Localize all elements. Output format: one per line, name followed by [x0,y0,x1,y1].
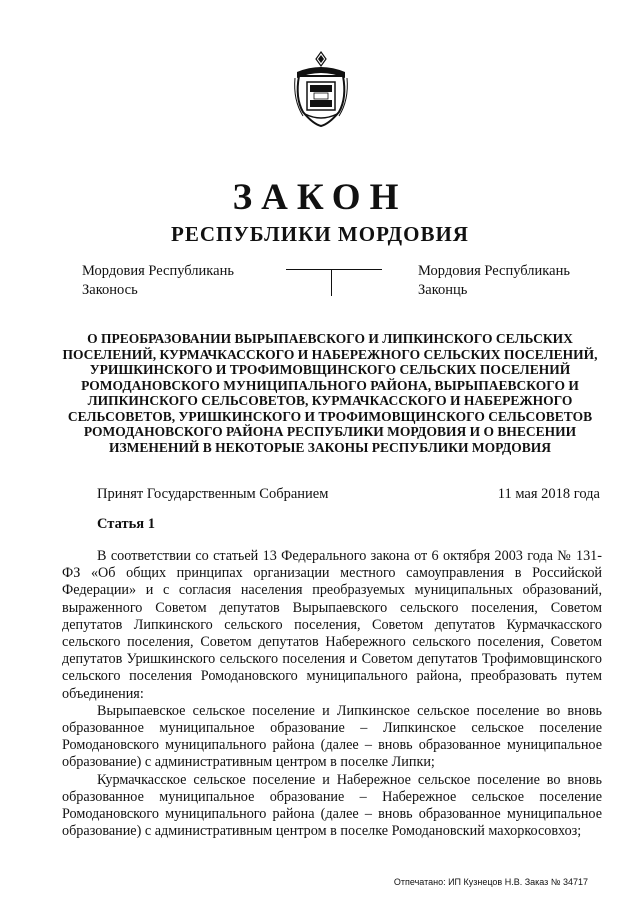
heading-line: РОМОДАНОВСКОГО МУНИЦИПАЛЬНОГО РАЙОНА, ВЫРЫПАЕВСКОГО И [81,377,579,393]
heading-line: О ПРЕОБРАЗОВАНИИ ВЫРЫПАЕВСКОГО И ЛИПКИНСКОГО СЕЛЬСКИХ [87,331,573,346]
article-body [62,548,602,840]
coat-of-arms-emblem [291,50,351,128]
adoption-statement: Принят Государственным Собранием [97,486,329,502]
left-language-block [82,262,234,300]
header-divider-vertical [331,269,332,296]
paragraph: В соответствии со статьей 13 Федерального закона от 6 октября 2003 года № 131-ФЗ «Об общих принципах организации местного самоуправления в Российской Федерации» и с согласия населения преобразуемых муниципальных образований, выраженного Советом депутатов Вырыпаевского сельского поселения, Советом депутатов Липкинского сельского поселения, Советом депутатов Курмачкасского сельского поселения, Советом депутатов Набережного сельского поселения, Советом депутатов Уришкинского сельского поселения и Советом депутатов Трофимовщинского сельского поселения Ромодановского муниципального района, преобразовать путем объединения: [62,548,602,702]
left-lang-line-1: Мордовия Республикань [82,263,234,279]
adoption-date: 11 мая 2018 года [497,486,600,502]
header-divider-horizontal [286,269,382,270]
print-footer: Отпечатано: ИП Кузнецов Н.В. Заказ № 34717 [393,877,588,887]
paragraph: Курмачкасское сельское поселение и Набережное сельское поселение во вновь образованное муниципальное образование – Набережное сельское поселение Ромодановского муниципального района (далее – вновь образованное муниципальное образование) с административным центром в поселке Ромодановский махоркосовхоз; [62,771,602,840]
heading-line: ЛИПКИНСКОГО СЕЛЬСОВЕТОВ, КУРМАЧКАССКОГО И НАБЕРЕЖНОГО [87,393,573,408]
heading-line: УРИШКИНСКОГО И ТРОФИМОВЩИНСКОГО СЕЛЬСКИХ ПОСЕЛЕНИЙ [89,362,571,377]
document-title: ЗАКОН [232,177,408,218]
right-lang-line-1: Мордовия Республикань [418,263,570,279]
document-subtitle: РЕСПУБЛИКИ МОРДОВИЯ [171,222,469,246]
heading-line: СЕЛЬСОВЕТОВ, УРИШКИНСКОГО И ТРОФИМОВЩИНСКОГО СЕЛЬСОВЕТОВ [67,408,593,424]
law-heading [62,331,598,455]
heading-line: ПОСЕЛЕНИЙ, КУРМАЧКАССКОГО И НАБЕРЕЖНОГО СЕЛЬСКИХ ПОСЕЛЕНИЙ, [62,346,598,362]
heading-line: РОМОДАНОВСКОГО РАЙОНА РЕСПУБЛИКИ МОРДОВИЯ И О ВНЕСЕНИИ [83,424,577,439]
heading-line: ИЗМЕНЕНИЙ В НЕКОТОРЫЕ ЗАКОНЫ РЕСПУБЛИКИ МОРДОВИЯ [108,439,552,455]
right-lang-line-2: Законць [418,282,468,298]
paragraph: Вырыпаевское сельское поселение и Липкинское сельское поселение во вновь образованное муниципальное образование – Липкинское сельское поселение Ромодановского муниципального района (далее – вновь образованное муниципальное образование) с административным центром в поселке Липки; [62,702,602,771]
right-language-block [418,262,570,300]
article-title: Статья 1 [97,516,155,532]
left-lang-line-2: Законось [82,282,138,298]
